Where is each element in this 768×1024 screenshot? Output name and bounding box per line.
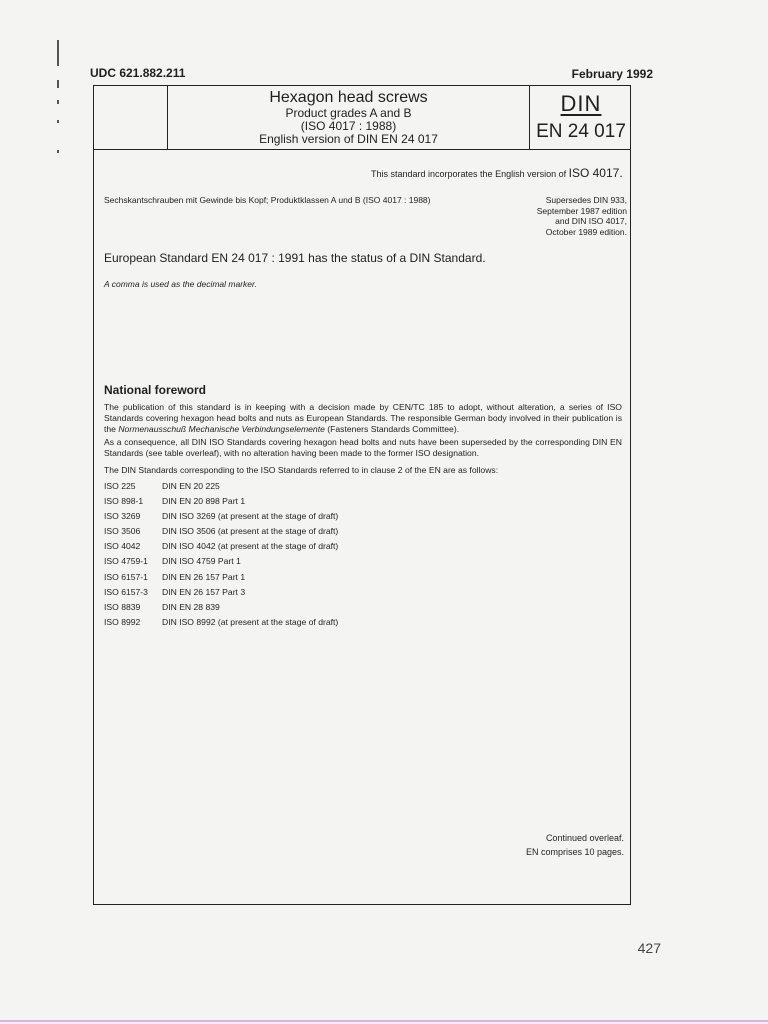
title-block [94, 86, 630, 150]
list-item: ISO 898-1 DIN EN 20 898 Part 1 [104, 496, 246, 507]
list-item: ISO 8839 DIN EN 28 839 [104, 601, 220, 612]
german-title: Sechskantschrauben mit Gewinde bis Kopf; Produktklassen A und B (ISO 4017 : 1988) [104, 195, 431, 205]
page-number: 427 [637, 940, 661, 956]
iso-reference: (ISO 4017 : 1988) [300, 119, 397, 133]
udc-code: UDC 621.882.211 [90, 66, 186, 80]
continued-overleaf: Continued overleaf. [545, 833, 624, 843]
decimal-marker-note: A comma is used as the decimal marker. [104, 279, 257, 289]
european-standard-status: European Standard EN 24 017 : 1991 has the status of a DIN Standard. [104, 251, 486, 265]
supersedes-line: October 1989 edition. [545, 226, 627, 237]
english-version-note: English version of DIN EN 24 017 [259, 132, 438, 146]
national-foreword-heading: National foreword [104, 383, 207, 397]
standard-document-frame [93, 85, 631, 905]
foreword-paragraph-3: The DIN Standards corresponding to the ISO Standards referred to in clause 2 of the EN are as follows: [104, 465, 499, 475]
list-item: ISO 225 DIN EN 20 225 [104, 481, 220, 491]
standards-correspondence-list [104, 479, 338, 630]
din-cell [530, 86, 632, 149]
supersedes-line: September 1987 edition [536, 205, 627, 216]
list-item: ISO 4042 DIN ISO 4042 (at present at the stage of draft) [104, 541, 339, 552]
din-number: EN 24 017 [536, 121, 626, 142]
supersedes-block [537, 195, 627, 237]
supersedes-line: Supersedes DIN 933, [545, 195, 627, 205]
incorporated-iso: ISO 4017. [568, 166, 623, 180]
supersedes-line: and DIN ISO 4017, [555, 216, 627, 226]
list-item: ISO 4759-1 DIN ISO 4759 Part 1 [104, 556, 241, 567]
title-block-empty-cell [94, 86, 168, 149]
list-item: ISO 6157-3 DIN EN 26 157 Part 3 [104, 586, 246, 597]
product-grades: Product grades A and B [285, 106, 412, 120]
title-cell [168, 86, 530, 149]
list-item: ISO 3506 DIN ISO 3506 (at present at the stage of draft) [104, 526, 339, 537]
incorporation-note: This standard incorporates the English version of ISO 4017. [371, 166, 623, 180]
committee-name: Normenausschuß Mechanische Verbindungselemente [118, 424, 325, 434]
page-count: EN comprises 10 pages. [525, 847, 624, 857]
foreword-paragraph-2: As a consequence, all DIN ISO Standards covering hexagon head bolts and nuts have been superseded by the corresponding DIN EN Standards (see table overleaf), with no alteration having been made to the former ISO designation. [104, 437, 622, 458]
continuation-note [526, 831, 624, 859]
document-title: Hexagon head screws [269, 89, 428, 106]
scan-bottom-edge [0, 1020, 768, 1022]
publication-date: February 1992 [571, 67, 653, 81]
foreword-paragraph-1: The publication of this standard is in keeping with a decision made by CEN/TC 185 to adopt, without alteration, a series of ISO Standards covering hexagon head bolts and nuts as European Standards. The responsible German body involved in their publication is the Normenausschuß Mechanische Verbindungselemente (Fasteners Standards Committee). [104, 402, 622, 434]
list-item: ISO 8992 DIN ISO 8992 (at present at the stage of draft) [104, 616, 339, 627]
list-item: ISO 3269 DIN ISO 3269 (at present at the stage of draft) [104, 511, 339, 522]
list-item: ISO 6157-1 DIN EN 26 157 Part 1 [104, 571, 246, 582]
din-logo: DIN [560, 91, 602, 116]
scan-margin-marks [52, 40, 62, 180]
